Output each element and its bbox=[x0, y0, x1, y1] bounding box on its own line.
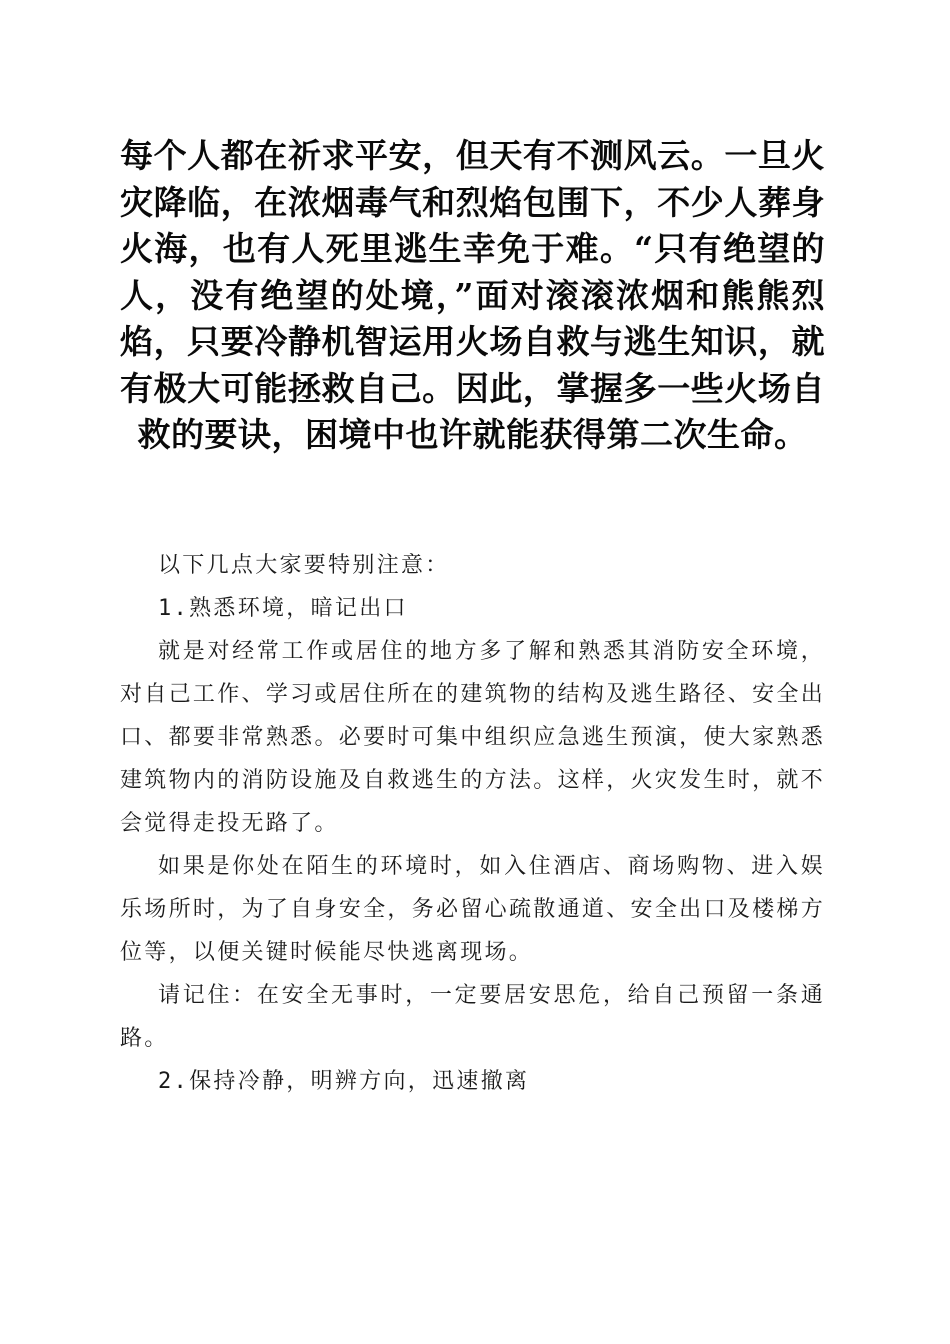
section-heading-1: 1.熟悉环境，暗记出口 bbox=[158, 596, 408, 621]
notice-paragraph: 以下几点大家要特别注意： bbox=[158, 553, 450, 578]
section-heading-2: 2.保持冷静，明辨方向，迅速撤离 bbox=[158, 1069, 530, 1094]
body-paragraph: 请记住：在安全无事时，一定要居安思危，给自己预留一条通路。 bbox=[120, 983, 825, 1051]
body-paragraph: 就是对经常工作或居住的地方多了解和熟悉其消防安全环境，对自己工作、学习或居住所在的建筑物的结构及逃生路径、安全出口、都要非常熟悉。必要时可集中组织应急逃生预演，使大家熟悉建筑物内的消防设施及自救逃生的方法。这样，火灾发生时，就不会觉得走投无路了。 bbox=[120, 639, 825, 836]
intro-paragraph: 每个人都在祈求平安，但天有不测风云。一旦火灾降临，在浓烟毒气和烈焰包围下，不少人葬身火海，也有人死里逃生幸免于难。“只有绝望的人，没有绝望的处境，”面对滚滚浓烟和熊熊烈焰，只要冷静机智运用火场自救与逃生知识，就有极大可能拯救自己。因此，掌握多一些火场自救的要诀，困境中也许就能获得第二次生命。 bbox=[120, 136, 825, 454]
body-text bbox=[120, 544, 825, 1103]
body-paragraph: 如果是你处在陌生的环境时，如入住酒店、商场购物、进入娱乐场所时，为了自身安全，务必留心疏散通道、安全出口及楼梯方位等，以便关键时候能尽快逃离现场。 bbox=[120, 854, 825, 965]
